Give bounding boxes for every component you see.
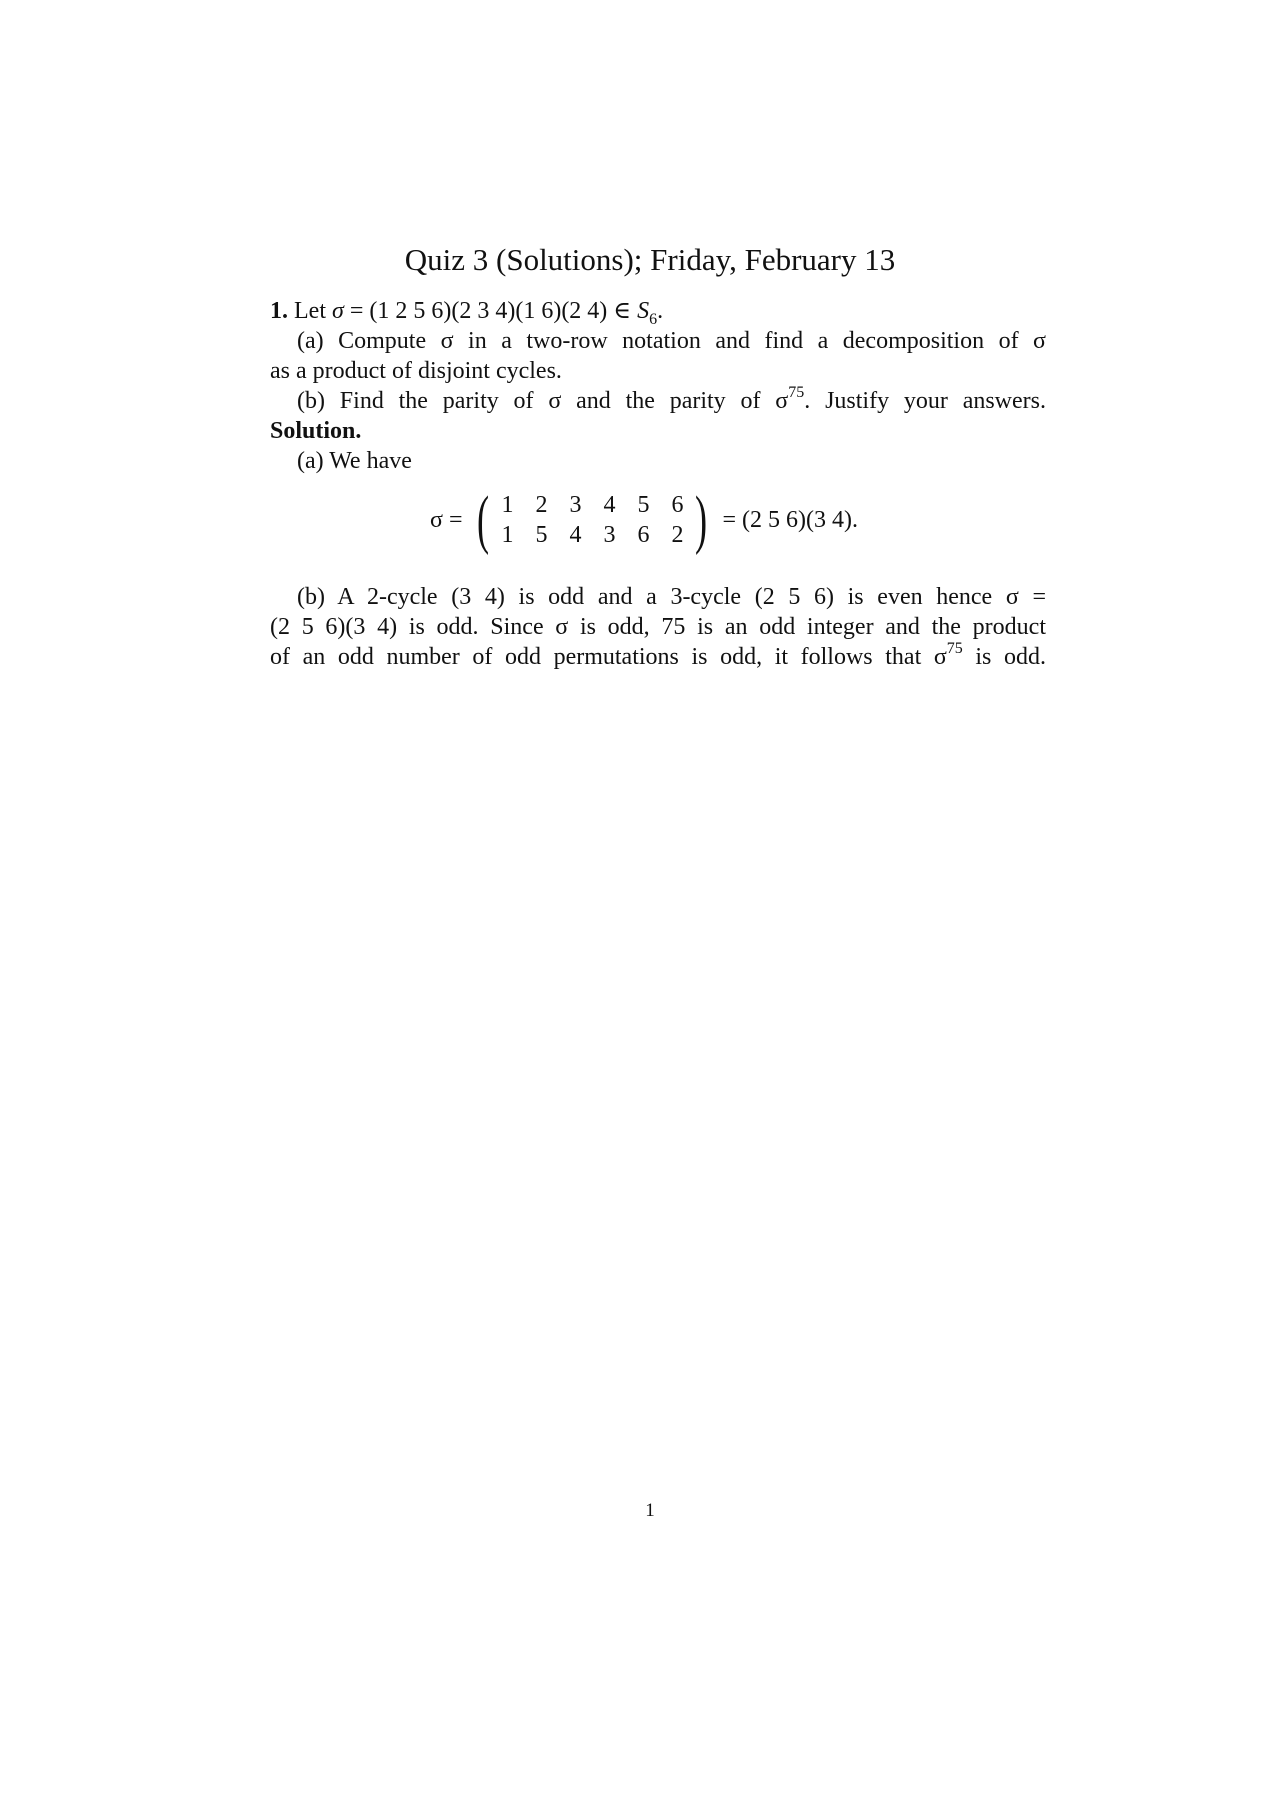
problem-let: Let [294, 298, 326, 324]
matrix-cell: 4 [569, 522, 582, 548]
problem-statement-end: . [657, 298, 664, 324]
permutation-matrix [490, 490, 694, 550]
problem-definition: = (1 2 5 6)(2 3 4)(1 6)(2 4) ∈ [343, 298, 638, 324]
page-title: Quiz 3 (Solutions); Friday, February 13 [404, 242, 896, 277]
part-b-answer-line-2: (2 5 6)(3 4) is odd. Since σ is odd, 75 is an odd integer and the product [270, 614, 1046, 640]
matrix-cell: 6 [671, 492, 684, 518]
solution-part-b [270, 582, 1046, 672]
solution-part-a-intro: (a) We have [297, 448, 412, 474]
left-paren: ( [477, 483, 490, 556]
part-b-answer-suffix: is odd. [962, 644, 1046, 670]
two-row-notation [430, 484, 858, 556]
matrix-lhs: σ = [430, 506, 463, 533]
matrix-cell: 5 [535, 522, 548, 548]
part-b-question [270, 386, 1046, 416]
part-b-suffix: . Justify your answers. [804, 388, 1046, 414]
part-b-answer-line-3 [270, 642, 1046, 672]
matrix-cell: 3 [603, 522, 616, 548]
matrix-cell: 4 [603, 492, 616, 518]
group-index: 6 [649, 310, 658, 328]
matrix-cell: 1 [501, 492, 514, 518]
right-paren: ) [695, 483, 708, 556]
part-a-line-2: as a product of disjoint cycles. [270, 358, 562, 384]
solution-heading: Solution. [270, 418, 362, 444]
problem-block [270, 296, 1046, 476]
problem-statement [270, 296, 1046, 326]
matrix-cell: 6 [637, 522, 650, 548]
page-number: 1 [645, 1500, 655, 1521]
part-b-answer-line-1: (b) A 2-cycle (3 4) is odd and a 3-cycle (2 5 6) is even hence σ = [297, 584, 1046, 610]
sigma-symbol: σ [331, 298, 344, 324]
matrix-cell: 1 [501, 522, 514, 548]
part-b-answer-exponent: 75 [946, 640, 963, 657]
part-b-exponent: 75 [788, 384, 805, 401]
matrix-cell: 3 [569, 492, 582, 518]
matrix-cell: 2 [671, 522, 684, 548]
matrix-rhs: = (2 5 6)(3 4). [722, 506, 858, 533]
matrix-cell: 5 [637, 492, 650, 518]
group-symbol: S [637, 298, 650, 324]
problem-number: 1. [270, 298, 288, 324]
part-b-prefix: (b) Find the parity of σ and the parity of σ [297, 388, 789, 414]
part-b-answer-prefix: of an odd number of odd permutations is odd, it follows that σ [270, 644, 947, 670]
matrix-cell: 2 [535, 492, 548, 518]
part-a-line-1: (a) Compute σ in a two-row notation and find a decomposition of σ [297, 328, 1046, 354]
